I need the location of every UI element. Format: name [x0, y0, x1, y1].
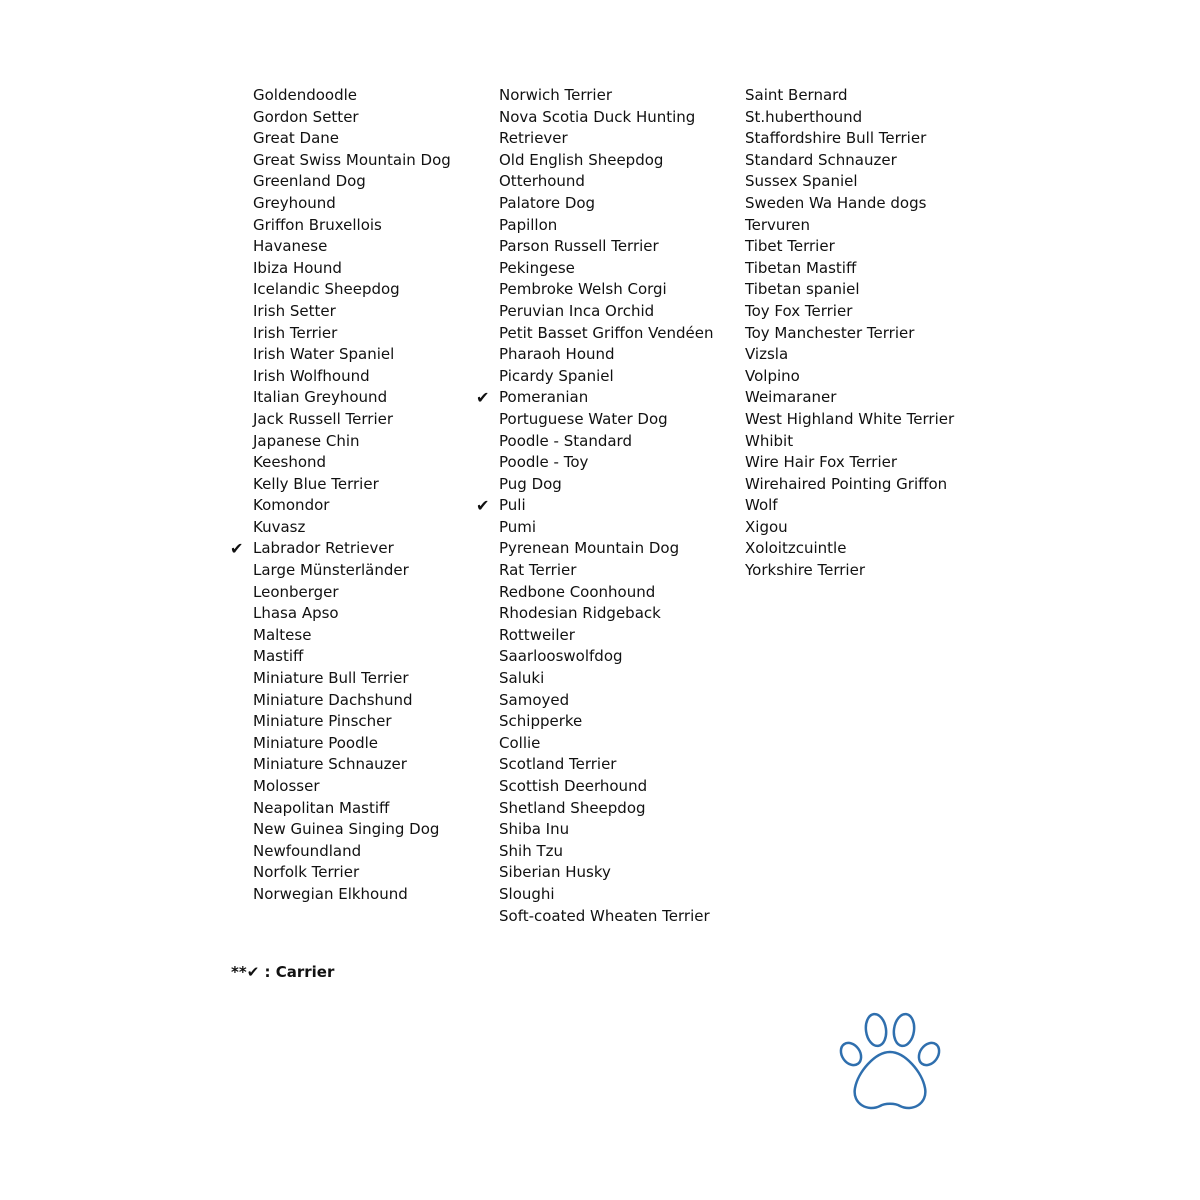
breed-name: Portuguese Water Dog: [499, 409, 668, 428]
breed-name: Maltese: [253, 625, 312, 644]
paw-print-icon: [830, 1000, 950, 1120]
breed-name: Irish Setter: [253, 301, 336, 320]
breed-item: [745, 301, 954, 323]
legend-prefix: **: [231, 963, 247, 981]
breed-name: Xigou: [745, 517, 788, 536]
paw-print-outline: [837, 1013, 944, 1108]
breed-item: [745, 431, 954, 453]
breed-name: Pomeranian: [499, 388, 589, 407]
breed-item: [499, 366, 714, 388]
breed-item: [745, 452, 954, 474]
breed-item: [253, 474, 451, 496]
breed-item: [745, 538, 954, 560]
carrier-legend: [231, 962, 334, 982]
breed-item: [253, 646, 451, 668]
breed-name: Pumi: [499, 517, 537, 536]
breed-item: [745, 128, 954, 150]
breed-item: [499, 538, 714, 560]
breed-name: Japanese Chin: [253, 431, 360, 450]
breed-item: [499, 582, 714, 604]
breed-name: Wolf: [745, 496, 778, 515]
breed-item: [499, 85, 714, 107]
breed-item: [499, 711, 714, 733]
breed-item: [499, 625, 714, 647]
breed-name: Whibit: [745, 431, 794, 450]
breed-item: [253, 215, 451, 237]
breed-name: Parson Russell Terrier: [499, 237, 659, 256]
breed-item: [253, 279, 451, 301]
breed-name: Mastiff: [253, 647, 304, 666]
breed-name: Retriever: [499, 129, 568, 148]
breed-item: [253, 150, 451, 172]
breed-name: Shetland Sheepdog: [499, 798, 646, 817]
breed-name: Pembroke Welsh Corgi: [499, 280, 667, 299]
breed-name: Ibiza Hound: [253, 258, 342, 277]
breed-name: Icelandic Sheepdog: [253, 280, 400, 299]
breed-item: [253, 582, 451, 604]
breed-name: Samoyed: [499, 690, 570, 709]
breed-name: Wire Hair Fox Terrier: [745, 453, 898, 472]
breed-name: Staffordshire Bull Terrier: [745, 129, 927, 148]
breed-name: Collie: [499, 733, 541, 752]
breed-item: [499, 906, 714, 928]
breed-item: [745, 150, 954, 172]
breed-item: [499, 776, 714, 798]
breed-name: Gordon Setter: [253, 107, 359, 126]
breed-name: New Guinea Singing Dog: [253, 820, 440, 839]
breed-name: Sloughi: [499, 884, 555, 903]
breed-name: Miniature Poodle: [253, 733, 378, 752]
breed-name: Griffon Bruxellois: [253, 215, 382, 234]
breed-name: Scotland Terrier: [499, 755, 617, 774]
breed-item: [253, 344, 451, 366]
breed-name: Tervuren: [745, 215, 810, 234]
breed-item: [745, 366, 954, 388]
breed-name: Italian Greyhound: [253, 388, 388, 407]
breed-item: [253, 128, 451, 150]
breed-item: [745, 85, 954, 107]
breed-item: [476, 495, 714, 517]
breed-item: [499, 150, 714, 172]
breed-name: Vizsla: [745, 345, 789, 364]
breed-item: [253, 819, 451, 841]
breed-name: Old English Sheepdog: [499, 150, 664, 169]
breed-item: [253, 884, 451, 906]
breed-name: Saluki: [499, 669, 545, 688]
breed-item: [476, 387, 714, 409]
breed-name: Poodle - Standard: [499, 431, 632, 450]
breed-item: [499, 841, 714, 863]
breed-name: Pyrenean Mountain Dog: [499, 539, 680, 558]
breed-name: Pekingese: [499, 258, 575, 277]
breed-name: Pug Dog: [499, 474, 562, 493]
breed-name: Peruvian Inca Orchid: [499, 301, 655, 320]
breed-item: [253, 603, 451, 625]
breed-item: [499, 107, 714, 129]
breed-item: [253, 409, 451, 431]
breed-name: Molosser: [253, 777, 320, 795]
breed-item: [499, 301, 714, 323]
breed-item: [253, 668, 451, 690]
breed-item: [745, 387, 954, 409]
breed-name: Weimaraner: [745, 388, 837, 407]
breed-name: Miniature Bull Terrier: [253, 669, 409, 688]
breed-item: [253, 323, 451, 345]
breed-item: [253, 85, 451, 107]
legend-label: : Carrier: [259, 963, 335, 981]
breed-name: Labrador Retriever: [253, 539, 394, 558]
breed-item: [499, 733, 714, 755]
breed-item: [499, 258, 714, 280]
breed-item: [499, 646, 714, 668]
breed-item: [253, 171, 451, 193]
breed-name: Soft-coated Wheaten Terrier: [499, 906, 710, 925]
breed-name: Neapolitan Mastiff: [253, 798, 390, 817]
breed-name: Greenland Dog: [253, 172, 366, 191]
breed-item: [253, 452, 451, 474]
breed-name: Xoloitzcuintle: [745, 539, 847, 558]
breed-item: [499, 884, 714, 906]
breed-item: [253, 733, 451, 755]
breed-item: [499, 690, 714, 712]
breed-item: [499, 798, 714, 820]
breed-name: Otterhound: [499, 172, 585, 191]
breed-item: [253, 387, 451, 409]
breed-name: Standard Schnauzer: [745, 150, 897, 169]
breed-item: [253, 776, 451, 798]
breed-name: Goldendoodle: [253, 86, 358, 104]
breed-name: Rottweiler: [499, 625, 575, 644]
breed-item: [253, 798, 451, 820]
breed-name: Shiba Inu: [499, 820, 570, 839]
breed-name: Scottish Deerhound: [499, 777, 648, 795]
breed-name: Toy Manchester Terrier: [745, 323, 915, 342]
breed-item: [499, 215, 714, 237]
breed-item: [253, 236, 451, 258]
breed-item: [499, 452, 714, 474]
breed-name: Rhodesian Ridgeback: [499, 604, 661, 623]
breed-item: [499, 862, 714, 884]
breed-name: Rat Terrier: [499, 561, 577, 580]
check-icon: ✔: [230, 539, 244, 559]
breed-name: Irish Wolfhound: [253, 366, 370, 385]
breed-name: St.huberthound: [745, 107, 863, 126]
breed-name: Norwich Terrier: [499, 86, 612, 104]
breed-name: Poodle - Toy: [499, 453, 589, 472]
breed-item: [253, 495, 451, 517]
breed-item: [499, 819, 714, 841]
breed-name: Kelly Blue Terrier: [253, 474, 379, 493]
breed-item: [745, 215, 954, 237]
breed-name: Sussex Spaniel: [745, 172, 858, 191]
breed-name: Saarlooswolfdog: [499, 647, 623, 666]
breed-item: [745, 193, 954, 215]
breed-name: Havanese: [253, 237, 328, 256]
breed-name: Schipperke: [499, 712, 583, 731]
breed-item: [499, 323, 714, 345]
breed-name: Shih Tzu: [499, 841, 564, 860]
breed-item: [253, 517, 451, 539]
breed-name: Irish Terrier: [253, 323, 338, 342]
breed-item: [253, 560, 451, 582]
breed-name: Great Dane: [253, 129, 340, 148]
breed-item: [745, 258, 954, 280]
breed-name: Pharaoh Hound: [499, 345, 615, 364]
breed-name: Miniature Schnauzer: [253, 755, 407, 774]
breed-name: Tibetan Mastiff: [745, 258, 857, 277]
breed-item: [745, 517, 954, 539]
breed-name: Picardy Spaniel: [499, 366, 614, 385]
breed-item: [745, 323, 954, 345]
breed-item: [499, 431, 714, 453]
breed-item: [745, 560, 954, 582]
breed-name: Papillon: [499, 215, 558, 234]
breed-item: [253, 754, 451, 776]
breed-name: Lhasa Apso: [253, 604, 339, 623]
check-icon: ✔: [476, 496, 490, 516]
breed-name: Palatore Dog: [499, 193, 596, 212]
check-icon: ✔: [476, 388, 490, 408]
breed-item: [499, 517, 714, 539]
breed-item: [253, 625, 451, 647]
breed-name: Nova Scotia Duck Hunting: [499, 107, 696, 126]
breed-item: [253, 366, 451, 388]
breed-item: [745, 344, 954, 366]
breed-item: [745, 495, 954, 517]
breed-column-2: [476, 85, 714, 927]
breed-item: [253, 690, 451, 712]
breed-name: Irish Water Spaniel: [253, 345, 395, 364]
breed-name: Yorkshire Terrier: [745, 561, 865, 580]
breed-item: [499, 560, 714, 582]
breed-item: [253, 841, 451, 863]
breed-name: Komondor: [253, 496, 330, 515]
breed-item: [253, 301, 451, 323]
breed-item: [499, 171, 714, 193]
breed-item: [745, 409, 954, 431]
breed-item: [253, 258, 451, 280]
breed-item: [499, 236, 714, 258]
breed-name: Newfoundland: [253, 841, 362, 860]
breed-name: Large Münsterländer: [253, 561, 409, 580]
breed-name: Siberian Husky: [499, 863, 611, 882]
breed-name: Toy Fox Terrier: [745, 301, 853, 320]
breed-name: Tibet Terrier: [745, 237, 835, 256]
breed-name: Norfolk Terrier: [253, 863, 360, 882]
breed-name: Leonberger: [253, 582, 339, 601]
breed-item: [499, 754, 714, 776]
breed-item: [253, 431, 451, 453]
breed-name: Saint Bernard: [745, 86, 848, 104]
breed-item: [499, 344, 714, 366]
breed-item: [745, 279, 954, 301]
breed-name: Greyhound: [253, 193, 336, 212]
breed-item: [499, 474, 714, 496]
breed-name: Great Swiss Mountain Dog: [253, 150, 451, 169]
breed-name: Keeshond: [253, 453, 327, 472]
breed-item: [253, 107, 451, 129]
breed-item: [499, 279, 714, 301]
breed-item: [499, 603, 714, 625]
breed-name: Redbone Coonhound: [499, 582, 656, 601]
breed-column-3: [745, 85, 954, 582]
breed-name: Kuvasz: [253, 517, 306, 536]
breed-item: [745, 171, 954, 193]
breed-name: Miniature Dachshund: [253, 690, 413, 709]
breed-name: Miniature Pinscher: [253, 712, 392, 731]
breed-item: [499, 193, 714, 215]
check-icon: ✔: [246, 963, 260, 981]
breed-item: [499, 128, 714, 150]
breed-name: Wirehaired Pointing Griffon: [745, 474, 948, 493]
breed-item: [230, 538, 451, 560]
breed-name: Norwegian Elkhound: [253, 884, 408, 903]
breed-name: Jack Russell Terrier: [253, 409, 394, 428]
breed-item: [253, 193, 451, 215]
breed-name: Sweden Wa Hande dogs: [745, 193, 927, 212]
breed-item: [745, 107, 954, 129]
breed-name: Petit Basset Griffon Vendéen: [499, 323, 714, 342]
breed-name: Volpino: [745, 366, 800, 385]
breed-name: West Highland White Terrier: [745, 409, 955, 428]
breed-item: [745, 474, 954, 496]
breed-item: [499, 668, 714, 690]
breed-name: Puli: [499, 496, 526, 515]
breed-item: [253, 711, 451, 733]
breed-item: [499, 409, 714, 431]
breed-item: [745, 236, 954, 258]
breed-name: Tibetan spaniel: [745, 280, 860, 299]
breed-column-1: [230, 85, 451, 906]
breed-item: [253, 862, 451, 884]
